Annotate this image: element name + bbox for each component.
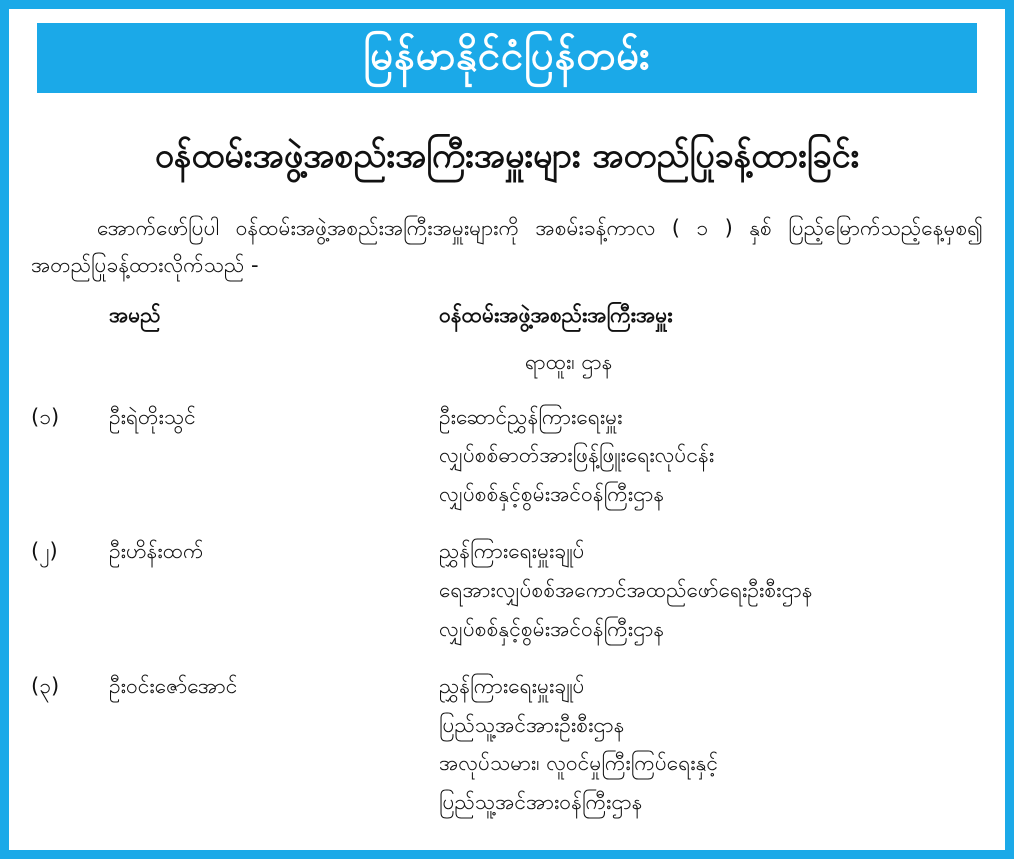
entry-post-line: ပြည်သူ့အင်အားဦးစီးဌာန xyxy=(439,712,625,737)
entry-post-line: လျှပ်စစ်နှင့်စွမ်းအင်ဝန်ကြီးဌာန xyxy=(439,482,665,507)
entry-post-line: ရေအားလျှပ်စစ်အကောင်အထည်ဖော်ရေးဦးစီးဌာန xyxy=(439,577,813,602)
column-subheader-row xyxy=(31,349,983,380)
column-header-name: အမည် xyxy=(109,302,161,327)
column-header-post: ဝန်ထမ်းအဖွဲ့အစည်းအကြီးအမှူး xyxy=(439,302,673,327)
entry-number: (၃) xyxy=(31,673,60,698)
intro-line-2: အတည်ပြုခန့်ထားလိုက်သည် - xyxy=(31,252,259,277)
entry-post-line: ညွှန်ကြားရေးမှူးချုပ် xyxy=(439,673,585,698)
entry-name: ဦးဝင်းဇော်အောင် xyxy=(109,673,238,698)
entry-post-block xyxy=(439,398,983,515)
masthead-banner xyxy=(37,23,977,93)
intro-paragraph xyxy=(31,210,983,284)
entry-number: (၁) xyxy=(31,404,60,429)
entry-post-line: ညွှန်ကြားရေးမှူးချုပ် xyxy=(439,539,585,564)
list-item xyxy=(31,532,983,649)
subheader-number-spacer xyxy=(31,349,109,380)
entry-name: ဦးဟိန်းထက် xyxy=(109,539,204,564)
entry-number: (၂) xyxy=(31,539,58,564)
entry-post-line: လျှပ်စစ်နှင့်စွမ်းအင်ဝန်ကြီးဌာန xyxy=(439,616,665,641)
document-body xyxy=(9,9,1005,850)
list-item xyxy=(31,667,983,822)
entry-post-line: ဦးဆောင်ညွှန်ကြားရေးမှူး xyxy=(439,404,623,429)
list-item xyxy=(31,398,983,515)
page-title: ဝန်ထမ်းအဖွဲ့အစည်းအကြီးအမှူးများ အတည်ပြုခန့်ထားခြင်း xyxy=(154,136,860,176)
column-subheader-post: ရာထူး၊ ဌာန xyxy=(525,349,613,374)
entry-post-block xyxy=(439,532,983,649)
column-header-number xyxy=(31,302,109,333)
entry-post-line: ပြည်သူ့အင်အားဝန်ကြီးဌာန xyxy=(439,790,643,815)
entry-post-block xyxy=(439,667,983,822)
entry-post-line: အလုပ်သမား၊ လူဝင်မှုကြီးကြပ်ရေးနှင့် xyxy=(439,751,719,776)
entry-name: ဦးရဲတိုးသွင် xyxy=(109,404,196,429)
entry-post-line: လျှပ်စစ်ဓာတ်အားဖြန့်ဖြူးရေးလုပ်ငန်း xyxy=(439,443,715,468)
intro-line-1: အောက်ဖော်ပြပါ ဝန်ထမ်းအဖွဲ့အစည်းအကြီးအမှူးများကို အစမ်းခန့်ကာလ ( ၁ ) နှစ် ပြည့်မြောက်သည့်နေ့မှစ၍ xyxy=(97,216,983,241)
subheader-name-spacer xyxy=(109,349,439,380)
column-headers xyxy=(31,302,983,333)
masthead-title: မြန်မာနိုင်ငံပြန်တမ်း xyxy=(363,33,651,79)
